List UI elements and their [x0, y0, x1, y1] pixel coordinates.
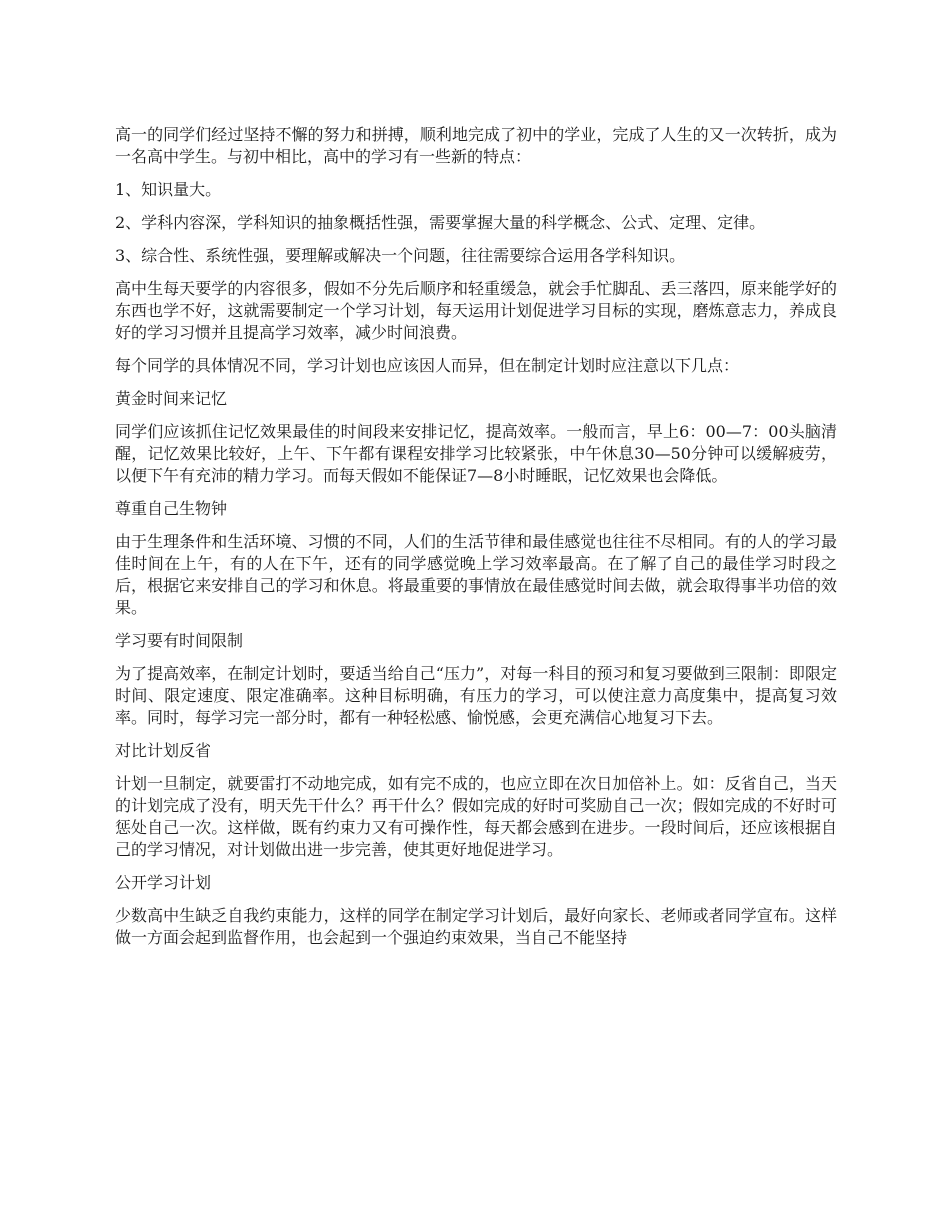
paragraph-points-intro: 每个同学的具体情况不同，学习计划也应该因人而异，但在制定计划时应注意以下几点：	[115, 356, 740, 375]
list-item-1: 1、知识量大。	[115, 180, 222, 199]
section-heading-time-limit: 学习要有时间限制	[115, 631, 244, 650]
document-page	[115, 124, 837, 960]
paragraph-golden-time: 同学们应该抓住记忆效果最佳的时间段来安排记忆，提高效率。一般而言，早上6：00—7：00头脑清醒，记忆效果比较好，上午、下午都有课程安排学习比较紧张，中午休息30—50分钟可以缓解疲劳，以便下午有充沛的精力学习。而每天假如不能保证7—8小时睡眠，记忆效果也会降低。	[115, 422, 837, 485]
list-item-3: 3、综合性、系统性强，要理解或解决一个问题，往往需要综合运用各学科知识。	[115, 246, 686, 265]
list-item-2: 2、学科内容深，学科知识的抽象概括性强，需要掌握大量的科学概念、公式、定理、定律。	[115, 213, 766, 232]
paragraph-need-plan: 高中生每天要学的内容很多，假如不分先后顺序和轻重缓急，就会手忙脚乱、丢三落四，原来能学好的东西也学不好，这就需要制定一个学习计划，每天运用计划促进学习目标的实现，磨炼意志力，养成良好的学习习惯并且提高学习效率，减少时间浪费。	[115, 279, 837, 342]
section-heading-golden-time: 黄金时间来记忆	[115, 389, 228, 408]
paragraph-intro: 高一的同学们经过坚持不懈的努力和拼搏，顺利地完成了初中的学业，完成了人生的又一次转折，成为一名高中学生。与初中相比，高中的学习有一些新的特点：	[115, 125, 837, 166]
paragraph-reflect: 计划一旦制定，就要雷打不动地完成，如有完不成的，也应立即在次日加倍补上。如：反省自己，当天的计划完成了没有，明天先干什么？再干什么？假如完成的好时可奖励自己一次；假如完成的不好时可惩处自己一次。这样做，既有约束力又有可操作性，每天都会感到在进步。一段时间后，还应该根据自己的学习情况，对计划做出进一步完善，使其更好地促进学习。	[115, 774, 837, 859]
paragraph-biological-clock: 由于生理条件和生活环境、习惯的不同，人们的生活节律和最佳感觉也往往不尽相同。有的人的学习最佳时间在上午，有的人在下午，还有的同学感觉晚上学习效率最高。在了解了自己的最佳学习时段之后，根据它来安排自己的学习和休息。将最重要的事情放在最佳感觉时间去做，就会取得事半功倍的效果。	[115, 532, 837, 617]
section-heading-public-plan: 公开学习计划	[115, 873, 212, 892]
paragraph-public-plan: 少数高中生缺乏自我约束能力，这样的同学在制定学习计划后，最好向家长、老师或者同学宣布。这样做一方面会起到监督作用，也会起到一个强迫约束效果，当自己不能坚持	[115, 906, 837, 947]
section-heading-reflect: 对比计划反省	[115, 741, 212, 760]
paragraph-time-limit: 为了提高效率，在制定计划时，要适当给自己“压力”，对每一科目的预习和复习要做到三限制：即限定时间、限定速度、限定准确率。这种目标明确，有压力的学习，可以使注意力高度集中，提高复习效率。同时，每学习完一部分时，都有一种轻松感、愉悦感，会更充满信心地复习下去。	[115, 664, 837, 727]
section-heading-biological-clock: 尊重自己生物钟	[115, 499, 228, 518]
